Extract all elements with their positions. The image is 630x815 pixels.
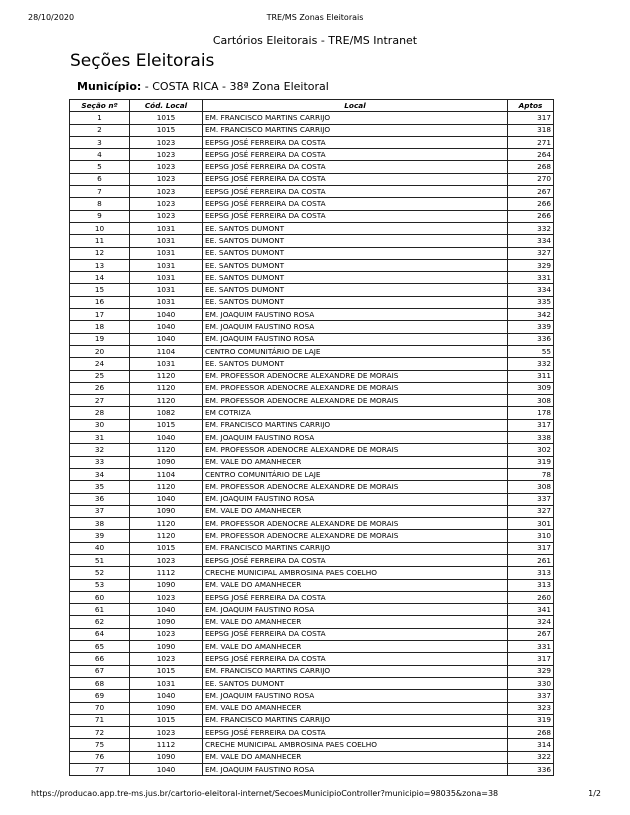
cell-local: EM. VALE DO AMANHECER bbox=[203, 751, 508, 763]
table-row bbox=[70, 235, 554, 247]
cell-aptos: 317 bbox=[508, 542, 554, 554]
cell-cod-local: 1023 bbox=[130, 554, 203, 566]
cell-cod-local: 1023 bbox=[130, 727, 203, 739]
municipio-line bbox=[77, 80, 329, 93]
table-row bbox=[70, 751, 554, 763]
cell-secao: 13 bbox=[70, 259, 130, 271]
cell-secao: 4 bbox=[70, 149, 130, 161]
cell-local: EM. JOAQUIM FAUSTINO ROSA bbox=[203, 604, 508, 616]
cell-secao: 11 bbox=[70, 235, 130, 247]
cell-aptos: 336 bbox=[508, 333, 554, 345]
cell-cod-local: 1040 bbox=[130, 333, 203, 345]
cell-cod-local: 1023 bbox=[130, 149, 203, 161]
cell-secao: 33 bbox=[70, 456, 130, 468]
cell-local: EM. PROFESSOR ADENOCRE ALEXANDRE DE MORAIS bbox=[203, 382, 508, 394]
cell-aptos: 271 bbox=[508, 136, 554, 148]
cell-secao: 38 bbox=[70, 518, 130, 530]
cell-aptos: 311 bbox=[508, 370, 554, 382]
table-row bbox=[70, 210, 554, 222]
cell-local: EM COTRIZA bbox=[203, 407, 508, 419]
cell-secao: 8 bbox=[70, 198, 130, 210]
table-row bbox=[70, 395, 554, 407]
cell-local: EEPSG JOSÉ FERREIRA DA COSTA bbox=[203, 653, 508, 665]
cell-aptos: 337 bbox=[508, 690, 554, 702]
table-row bbox=[70, 345, 554, 357]
cell-aptos: 266 bbox=[508, 198, 554, 210]
cell-secao: 14 bbox=[70, 272, 130, 284]
cell-secao: 7 bbox=[70, 186, 130, 198]
cell-local: EE. SANTOS DUMONT bbox=[203, 296, 508, 308]
cell-secao: 60 bbox=[70, 591, 130, 603]
cell-cod-local: 1015 bbox=[130, 419, 203, 431]
cell-secao: 61 bbox=[70, 604, 130, 616]
cell-cod-local: 1015 bbox=[130, 112, 203, 124]
cell-cod-local: 1090 bbox=[130, 751, 203, 763]
cell-secao: 9 bbox=[70, 210, 130, 222]
table-row bbox=[70, 333, 554, 345]
table-row bbox=[70, 136, 554, 148]
cell-secao: 24 bbox=[70, 358, 130, 370]
cell-local: EE. SANTOS DUMONT bbox=[203, 235, 508, 247]
table-row bbox=[70, 481, 554, 493]
cell-secao: 66 bbox=[70, 653, 130, 665]
table-row bbox=[70, 222, 554, 234]
cell-secao: 72 bbox=[70, 727, 130, 739]
cell-aptos: 270 bbox=[508, 173, 554, 185]
cell-local: EM. JOAQUIM FAUSTINO ROSA bbox=[203, 493, 508, 505]
cell-cod-local: 1040 bbox=[130, 432, 203, 444]
cell-cod-local: 1023 bbox=[130, 210, 203, 222]
cell-local: EM. VALE DO AMANHECER bbox=[203, 616, 508, 628]
cell-aptos: 260 bbox=[508, 591, 554, 603]
print-date: 28/10/2020 bbox=[28, 13, 75, 22]
cell-aptos: 318 bbox=[508, 124, 554, 136]
cell-aptos: 267 bbox=[508, 186, 554, 198]
cell-aptos: 331 bbox=[508, 272, 554, 284]
cell-cod-local: 1040 bbox=[130, 604, 203, 616]
cell-local: CENTRO COMUNITÁRIO DE LAJE bbox=[203, 468, 508, 480]
cell-cod-local: 1120 bbox=[130, 444, 203, 456]
cell-local: EE. SANTOS DUMONT bbox=[203, 677, 508, 689]
table-row bbox=[70, 739, 554, 751]
table-row bbox=[70, 518, 554, 530]
cell-cod-local: 1023 bbox=[130, 186, 203, 198]
cell-cod-local: 1040 bbox=[130, 493, 203, 505]
table-row bbox=[70, 690, 554, 702]
cell-secao: 39 bbox=[70, 530, 130, 542]
sections-table bbox=[69, 99, 554, 776]
table-row bbox=[70, 591, 554, 603]
cell-secao: 67 bbox=[70, 665, 130, 677]
table-row bbox=[70, 665, 554, 677]
table-row bbox=[70, 284, 554, 296]
cell-secao: 12 bbox=[70, 247, 130, 259]
cell-aptos: 329 bbox=[508, 665, 554, 677]
cell-cod-local: 1031 bbox=[130, 272, 203, 284]
cell-local: EE. SANTOS DUMONT bbox=[203, 284, 508, 296]
cell-cod-local: 1090 bbox=[130, 702, 203, 714]
cell-local: EM. FRANCISCO MARTINS CARRIJO bbox=[203, 665, 508, 677]
cell-aptos: 341 bbox=[508, 604, 554, 616]
cell-aptos: 335 bbox=[508, 296, 554, 308]
table-header-row bbox=[70, 100, 554, 112]
cell-cod-local: 1015 bbox=[130, 542, 203, 554]
cell-secao: 77 bbox=[70, 764, 130, 776]
table-row bbox=[70, 616, 554, 628]
cell-secao: 5 bbox=[70, 161, 130, 173]
cell-cod-local: 1031 bbox=[130, 358, 203, 370]
cell-aptos: 308 bbox=[508, 481, 554, 493]
cell-aptos: 339 bbox=[508, 321, 554, 333]
cell-cod-local: 1104 bbox=[130, 468, 203, 480]
cell-local: EM. JOAQUIM FAUSTINO ROSA bbox=[203, 690, 508, 702]
cell-local: EM. JOAQUIM FAUSTINO ROSA bbox=[203, 432, 508, 444]
table-row bbox=[70, 677, 554, 689]
header-aptos: Aptos bbox=[508, 100, 554, 112]
header-local: Local bbox=[203, 100, 508, 112]
table-body bbox=[70, 112, 554, 776]
cell-secao: 64 bbox=[70, 628, 130, 640]
cell-local: EEPSG JOSÉ FERREIRA DA COSTA bbox=[203, 727, 508, 739]
table-row bbox=[70, 419, 554, 431]
table-row bbox=[70, 407, 554, 419]
cell-local: EM. FRANCISCO MARTINS CARRIJO bbox=[203, 419, 508, 431]
cell-local: EEPSG JOSÉ FERREIRA DA COSTA bbox=[203, 210, 508, 222]
cell-local: EEPSG JOSÉ FERREIRA DA COSTA bbox=[203, 149, 508, 161]
cell-secao: 6 bbox=[70, 173, 130, 185]
cell-aptos: 334 bbox=[508, 284, 554, 296]
cell-aptos: 319 bbox=[508, 714, 554, 726]
cell-local: EEPSG JOSÉ FERREIRA DA COSTA bbox=[203, 136, 508, 148]
cell-secao: 68 bbox=[70, 677, 130, 689]
cell-cod-local: 1120 bbox=[130, 370, 203, 382]
table-row bbox=[70, 309, 554, 321]
cell-secao: 34 bbox=[70, 468, 130, 480]
cell-cod-local: 1023 bbox=[130, 173, 203, 185]
cell-aptos: 301 bbox=[508, 518, 554, 530]
table-row bbox=[70, 505, 554, 517]
cell-local: EEPSG JOSÉ FERREIRA DA COSTA bbox=[203, 186, 508, 198]
cell-aptos: 267 bbox=[508, 628, 554, 640]
cell-cod-local: 1120 bbox=[130, 395, 203, 407]
cell-local: EEPSG JOSÉ FERREIRA DA COSTA bbox=[203, 198, 508, 210]
cell-local: EM. PROFESSOR ADENOCRE ALEXANDRE DE MORAIS bbox=[203, 518, 508, 530]
cell-cod-local: 1015 bbox=[130, 665, 203, 677]
cell-secao: 18 bbox=[70, 321, 130, 333]
cell-aptos: 309 bbox=[508, 382, 554, 394]
cell-cod-local: 1040 bbox=[130, 321, 203, 333]
cell-local: EE. SANTOS DUMONT bbox=[203, 247, 508, 259]
cell-cod-local: 1104 bbox=[130, 345, 203, 357]
print-page-number: 1/2 bbox=[588, 789, 601, 798]
table-row bbox=[70, 727, 554, 739]
cell-aptos: 336 bbox=[508, 764, 554, 776]
table-row bbox=[70, 272, 554, 284]
table-row bbox=[70, 456, 554, 468]
cell-local: CRECHE MUNICIPAL AMBROSINA PAES COELHO bbox=[203, 739, 508, 751]
table-row bbox=[70, 296, 554, 308]
cell-aptos: 310 bbox=[508, 530, 554, 542]
table-row bbox=[70, 247, 554, 259]
cell-cod-local: 1031 bbox=[130, 222, 203, 234]
cell-cod-local: 1031 bbox=[130, 284, 203, 296]
cell-cod-local: 1015 bbox=[130, 124, 203, 136]
cell-secao: 15 bbox=[70, 284, 130, 296]
cell-secao: 3 bbox=[70, 136, 130, 148]
cell-secao: 69 bbox=[70, 690, 130, 702]
cell-secao: 51 bbox=[70, 554, 130, 566]
cell-aptos: 313 bbox=[508, 579, 554, 591]
table-row bbox=[70, 382, 554, 394]
cell-cod-local: 1090 bbox=[130, 641, 203, 653]
cell-cod-local: 1031 bbox=[130, 296, 203, 308]
table-row bbox=[70, 530, 554, 542]
cell-aptos: 266 bbox=[508, 210, 554, 222]
cell-local: EM. FRANCISCO MARTINS CARRIJO bbox=[203, 124, 508, 136]
cell-aptos: 319 bbox=[508, 456, 554, 468]
cell-cod-local: 1031 bbox=[130, 235, 203, 247]
table-row bbox=[70, 173, 554, 185]
cell-secao: 76 bbox=[70, 751, 130, 763]
cell-local: EE. SANTOS DUMONT bbox=[203, 272, 508, 284]
table-row bbox=[70, 653, 554, 665]
cell-cod-local: 1031 bbox=[130, 247, 203, 259]
cell-local: EM. PROFESSOR ADENOCRE ALEXANDRE DE MORAIS bbox=[203, 444, 508, 456]
cell-aptos: 317 bbox=[508, 112, 554, 124]
cell-cod-local: 1090 bbox=[130, 456, 203, 468]
cell-secao: 75 bbox=[70, 739, 130, 751]
cell-local: EM. JOAQUIM FAUSTINO ROSA bbox=[203, 764, 508, 776]
cell-local: EEPSG JOSÉ FERREIRA DA COSTA bbox=[203, 173, 508, 185]
cell-local: EE. SANTOS DUMONT bbox=[203, 222, 508, 234]
cell-cod-local: 1031 bbox=[130, 677, 203, 689]
cell-cod-local: 1120 bbox=[130, 382, 203, 394]
table-row bbox=[70, 579, 554, 591]
cell-aptos: 313 bbox=[508, 567, 554, 579]
cell-secao: 62 bbox=[70, 616, 130, 628]
cell-aptos: 338 bbox=[508, 432, 554, 444]
cell-cod-local: 1023 bbox=[130, 653, 203, 665]
table-row bbox=[70, 567, 554, 579]
print-url: https://producao.app.tre-ms.jus.br/cartorio-eleitoral-internet/SecoesMunicipioController?municipio=98035&zona=38 bbox=[31, 789, 499, 798]
cell-local: EEPSG JOSÉ FERREIRA DA COSTA bbox=[203, 628, 508, 640]
municipio-label: Município: bbox=[77, 80, 142, 93]
cell-local: EEPSG JOSÉ FERREIRA DA COSTA bbox=[203, 161, 508, 173]
cell-aptos: 327 bbox=[508, 247, 554, 259]
cell-cod-local: 1040 bbox=[130, 309, 203, 321]
cell-secao: 20 bbox=[70, 345, 130, 357]
cell-cod-local: 1112 bbox=[130, 739, 203, 751]
cell-aptos: 178 bbox=[508, 407, 554, 419]
cell-aptos: 55 bbox=[508, 345, 554, 357]
cell-local: EM. JOAQUIM FAUSTINO ROSA bbox=[203, 309, 508, 321]
municipio-value: - COSTA RICA - 38ª Zona Eleitoral bbox=[141, 80, 329, 93]
cell-aptos: 337 bbox=[508, 493, 554, 505]
cell-cod-local: 1112 bbox=[130, 567, 203, 579]
table-row bbox=[70, 186, 554, 198]
cell-secao: 37 bbox=[70, 505, 130, 517]
cell-secao: 65 bbox=[70, 641, 130, 653]
cell-local: CENTRO COMUNITÁRIO DE LAJE bbox=[203, 345, 508, 357]
cell-aptos: 268 bbox=[508, 161, 554, 173]
cell-local: EM. VALE DO AMANHECER bbox=[203, 456, 508, 468]
cell-secao: 31 bbox=[70, 432, 130, 444]
cell-cod-local: 1040 bbox=[130, 764, 203, 776]
cell-aptos: 308 bbox=[508, 395, 554, 407]
cell-secao: 30 bbox=[70, 419, 130, 431]
table-row bbox=[70, 149, 554, 161]
cell-aptos: 332 bbox=[508, 222, 554, 234]
table-row bbox=[70, 161, 554, 173]
table-row bbox=[70, 124, 554, 136]
cell-aptos: 317 bbox=[508, 653, 554, 665]
cell-local: EM. VALE DO AMANHECER bbox=[203, 641, 508, 653]
cell-aptos: 330 bbox=[508, 677, 554, 689]
cell-secao: 26 bbox=[70, 382, 130, 394]
cell-local: EM. VALE DO AMANHECER bbox=[203, 579, 508, 591]
table-row bbox=[70, 604, 554, 616]
cell-local: EE. SANTOS DUMONT bbox=[203, 259, 508, 271]
cell-aptos: 342 bbox=[508, 309, 554, 321]
cell-aptos: 332 bbox=[508, 358, 554, 370]
cell-secao: 35 bbox=[70, 481, 130, 493]
table-row bbox=[70, 628, 554, 640]
table-row bbox=[70, 432, 554, 444]
cell-local: EM. PROFESSOR ADENOCRE ALEXANDRE DE MORAIS bbox=[203, 530, 508, 542]
cell-secao: 25 bbox=[70, 370, 130, 382]
cell-cod-local: 1120 bbox=[130, 518, 203, 530]
cell-local: EM. PROFESSOR ADENOCRE ALEXANDRE DE MORAIS bbox=[203, 481, 508, 493]
cell-local: EEPSG JOSÉ FERREIRA DA COSTA bbox=[203, 591, 508, 603]
cell-local: EEPSG JOSÉ FERREIRA DA COSTA bbox=[203, 554, 508, 566]
cell-aptos: 322 bbox=[508, 751, 554, 763]
cell-secao: 1 bbox=[70, 112, 130, 124]
cell-secao: 2 bbox=[70, 124, 130, 136]
table-row bbox=[70, 702, 554, 714]
cell-aptos: 317 bbox=[508, 419, 554, 431]
cell-secao: 16 bbox=[70, 296, 130, 308]
cell-aptos: 78 bbox=[508, 468, 554, 480]
table-row bbox=[70, 554, 554, 566]
table-row bbox=[70, 358, 554, 370]
cell-local: EM. JOAQUIM FAUSTINO ROSA bbox=[203, 333, 508, 345]
cell-aptos: 323 bbox=[508, 702, 554, 714]
cell-cod-local: 1090 bbox=[130, 616, 203, 628]
cell-aptos: 324 bbox=[508, 616, 554, 628]
cell-secao: 36 bbox=[70, 493, 130, 505]
table-row bbox=[70, 321, 554, 333]
cell-secao: 27 bbox=[70, 395, 130, 407]
cell-aptos: 261 bbox=[508, 554, 554, 566]
cell-cod-local: 1023 bbox=[130, 628, 203, 640]
cell-cod-local: 1082 bbox=[130, 407, 203, 419]
cell-secao: 53 bbox=[70, 579, 130, 591]
cell-local: EM. FRANCISCO MARTINS CARRIJO bbox=[203, 714, 508, 726]
cell-local: CRECHE MUNICIPAL AMBROSINA PAES COELHO bbox=[203, 567, 508, 579]
cell-secao: 32 bbox=[70, 444, 130, 456]
table-row bbox=[70, 112, 554, 124]
cell-aptos: 327 bbox=[508, 505, 554, 517]
cell-cod-local: 1015 bbox=[130, 714, 203, 726]
cell-cod-local: 1023 bbox=[130, 198, 203, 210]
cell-local: EM. PROFESSOR ADENOCRE ALEXANDRE DE MORAIS bbox=[203, 395, 508, 407]
cell-cod-local: 1031 bbox=[130, 259, 203, 271]
print-title: TRE/MS Zonas Eleitorais bbox=[266, 13, 364, 22]
cell-cod-local: 1023 bbox=[130, 136, 203, 148]
cell-local: EM. PROFESSOR ADENOCRE ALEXANDRE DE MORAIS bbox=[203, 370, 508, 382]
cell-secao: 17 bbox=[70, 309, 130, 321]
table-row bbox=[70, 542, 554, 554]
table-row bbox=[70, 198, 554, 210]
table-row bbox=[70, 714, 554, 726]
cell-secao: 70 bbox=[70, 702, 130, 714]
site-header: Cartórios Eleitorais - TRE/MS Intranet bbox=[212, 34, 418, 47]
cell-secao: 71 bbox=[70, 714, 130, 726]
table-row bbox=[70, 764, 554, 776]
page-title: Seções Eleitorais bbox=[70, 51, 215, 71]
header-cod-local: Cód. Local bbox=[130, 100, 203, 112]
cell-secao: 40 bbox=[70, 542, 130, 554]
cell-local: EM. VALE DO AMANHECER bbox=[203, 505, 508, 517]
cell-aptos: 302 bbox=[508, 444, 554, 456]
cell-cod-local: 1090 bbox=[130, 579, 203, 591]
cell-cod-local: 1090 bbox=[130, 505, 203, 517]
cell-aptos: 314 bbox=[508, 739, 554, 751]
cell-local: EM. VALE DO AMANHECER bbox=[203, 702, 508, 714]
cell-cod-local: 1120 bbox=[130, 481, 203, 493]
header-secao: Seção nº bbox=[70, 100, 130, 112]
cell-aptos: 329 bbox=[508, 259, 554, 271]
cell-aptos: 331 bbox=[508, 641, 554, 653]
cell-aptos: 264 bbox=[508, 149, 554, 161]
table-row bbox=[70, 641, 554, 653]
cell-secao: 52 bbox=[70, 567, 130, 579]
cell-cod-local: 1040 bbox=[130, 690, 203, 702]
cell-aptos: 334 bbox=[508, 235, 554, 247]
cell-cod-local: 1023 bbox=[130, 161, 203, 173]
cell-local: EM. JOAQUIM FAUSTINO ROSA bbox=[203, 321, 508, 333]
table-row bbox=[70, 444, 554, 456]
cell-local: EM. FRANCISCO MARTINS CARRIJO bbox=[203, 542, 508, 554]
cell-local: EM. FRANCISCO MARTINS CARRIJO bbox=[203, 112, 508, 124]
table-row bbox=[70, 493, 554, 505]
cell-aptos: 268 bbox=[508, 727, 554, 739]
table-row bbox=[70, 468, 554, 480]
cell-cod-local: 1023 bbox=[130, 591, 203, 603]
cell-secao: 28 bbox=[70, 407, 130, 419]
cell-cod-local: 1120 bbox=[130, 530, 203, 542]
table-row bbox=[70, 259, 554, 271]
cell-secao: 19 bbox=[70, 333, 130, 345]
cell-local: EE. SANTOS DUMONT bbox=[203, 358, 508, 370]
table-row bbox=[70, 370, 554, 382]
cell-secao: 10 bbox=[70, 222, 130, 234]
